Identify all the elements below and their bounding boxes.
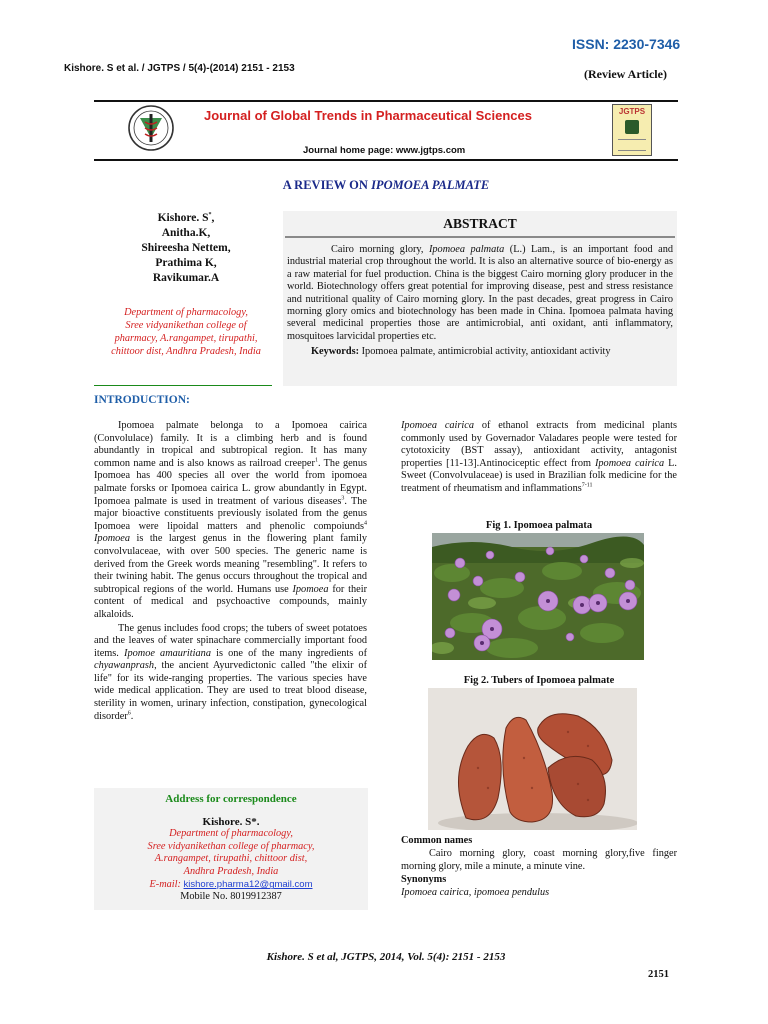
cover-title: JGTPS [618,107,646,116]
author: Prathima K, [155,257,217,269]
correspondence-name: Kishore. S*. [202,816,260,828]
address-line: Sree vidyanikethan college of pharmacy, [147,840,315,852]
common-name-primary: Cairo morning glory [429,848,524,859]
journal-logo-right [612,104,652,156]
page-number: 2151 [648,969,669,980]
article-type: (Review Article) [584,67,667,81]
correspondence-box [94,788,368,910]
right-ref: 7-11 [581,482,593,489]
address-line: Department of pharmacology, [169,828,293,839]
correspondence-address [94,828,368,878]
author-mark: * [208,212,212,219]
abstract-text-b: (L.) Lam., is an important food and industrial material crop throughout the world. It is also an alternative source of bio-energy as a raw material for fuel production. China is the biggest Cairo morning glory producer in the world. Biotechnology offers great potential for improving disease, pest and stress resistance and nutritional quality of Cairo morning glory. In the past decades, great progress in Cairo morning glory omics and biotechnology has been made in China. Ipomoea palmata having several medicinal properties those are antimicrobial, anti oxidant, anti inflammatory, mosquitoes larvicidal properties etc. [287,244,674,342]
right-text: L. Sweet (Convolvulaceae) is used in Brazilian folk medicine for the treatment of rheumatism and inflammations [401,457,677,494]
abstract-text [283,238,677,343]
footer-citation: Kishore. S et al, JGTPS, 2014, Vol. 5(4): 2151 - 2153 [266,951,506,963]
email-label: E-mail: [149,879,184,891]
intro-ref: 1 [314,457,318,464]
author-first-name: Kishore. S [157,212,209,224]
intro-text: . The major bioactive constituents previously isolated from the genus Ipomoea were lipoidal matters and phenolic compoiunds [94,495,367,532]
affiliation-line: Department of pharmacology, [124,307,248,318]
figure-2-caption: Fig 2. Tubers of Ipomoea palmate [463,675,615,686]
keywords-text: Ipomoea palmate, antimicrobial activity, antioxidant activity [359,346,611,358]
keywords-line [283,343,677,358]
intro-italic: chyawanprash [94,660,155,672]
intro-text: Ipomoea palmate belonga to a Ipomoea cairica (Convolulace) family. It is a climbing herb and is found abundantly in tropical and subtropical region. It has many common name and is also knows as railroad creeper [94,420,367,469]
intro-text: for their content of medical and psychoactive compounds, mainly alkaloids. [94,583,367,620]
intro-text: is the largest genus in the flowering plant family convolvulaceae, with over 500 species. The generic name is derived from the Greek words meaning "resembling". It refers to their twining habit. The genus occurs throughout the tropical and subtropical regions of the world. Humans use [94,533,367,595]
author: Shireesha Nettem, [141,242,231,254]
correspondence-mobile: Mobile No. 8019912387 [180,891,282,903]
article-title [94,178,678,193]
affiliation [94,306,278,358]
intro-text: . The genus Ipomoea has 400 species all over the world from ipomoea palmate forsks or Ipomoea cairica L. grow abundantly in Egypt. Ipomoea palmate is used in treatment of various diseases [94,457,367,507]
author: Anitha.K, [161,227,211,239]
journal-logo-left [120,104,182,152]
correspondence-email [94,878,368,891]
right-paragraph-1 [401,420,677,496]
cover-lines [618,139,646,151]
intro-text: . [130,710,134,722]
issn-label: ISSN: 2230-7346 [572,36,681,52]
keywords-label: Keywords: [311,346,360,358]
author: Ravikumar.A [152,272,220,284]
journal-name: Journal of Global Trends in Pharmaceutical Sciences [204,108,532,123]
cover-emblem-icon [625,120,639,134]
abstract-species: Ipomoea palmata [428,244,505,255]
intro-ref: 4 [364,520,367,527]
figure-1-image [432,533,644,660]
common-names-text [401,847,677,873]
figure-1-caption: Fig 1. Ipomoea palmata [485,520,593,531]
intro-italic: Ipomoea [292,583,329,595]
figure-2-image [428,688,637,830]
affiliation-line: chittoor dist, Andhra Pradesh, India [111,346,261,357]
intro-italic: Ipomoe amauritiana [124,647,211,659]
introduction-body [94,420,367,723]
correspondence-heading: Address for correspondence [165,793,297,805]
affiliation-line: pharmacy, A.rangampet, tirupathi, [114,333,258,344]
intro-italic: Ipomoea [94,533,131,545]
intro-paragraph-2 [94,623,367,724]
header-rule-top [94,100,678,102]
author-first [94,211,278,226]
common-names-rest: , coast morning glory,five finger morning glory, mile a minute, a minute vine. [401,848,678,872]
title-species: IPOMOEA PALMATE [371,178,490,192]
header-rule-bottom [94,159,678,161]
emblem-icon [120,104,182,152]
intro-text: The genus includes food crops; the tubers of sweet potatoes and the leaves of water spinachare commercially important food items. [94,622,367,659]
affiliation-line: Sree vidyanikethan college of [125,320,247,331]
right-italic: Ipomoea cairica [401,420,475,431]
citation-header: Kishore. S et al. / JGTPS / 5(4)-(2014) 2151 - 2153 [64,63,295,74]
title-prefix: A REVIEW ON [282,178,372,192]
author-first-suffix: , [211,212,215,224]
sweet-potato-tubers-photo [428,688,637,830]
common-names-section [401,834,677,899]
intro-ref: 3 [341,495,345,502]
introduction-heading: INTRODUCTION: [94,394,190,406]
address-line: Andhra Pradesh, India [183,865,279,877]
intro-text: is one of the many ingredients of [210,647,367,659]
intro-text: , the ancient Ayurvedictonic called "the elixir of life" for its wide-ranging properties. The various species have wide medical application. They are used to treat blood disease, sterility in women, urinary infection, constipation, gynecological disorder [94,660,367,722]
synonyms-text: Ipomoea cairica, ipomoea pendulus [401,887,550,898]
author-rule [94,385,272,386]
right-text: of ethanol extracts from medicinal plants commonly used by Governador Valadares people were tested for cytotoxicity (BST assay), antioxidant activity, antagonist properties [11-13].Antinociceptic effect from [401,420,677,469]
abstract-box [283,211,677,386]
ipomoea-flowers-photo [432,533,644,660]
email-link[interactable]: kishore.pharma12@gmail.com [183,879,313,891]
abstract-text-a: Cairo morning glory, [331,244,429,255]
synonyms-heading: Synonyms [401,874,447,885]
right-italic: Ipomoea cairica [594,457,665,469]
intro-paragraph-1 [94,420,367,622]
abstract-heading: ABSTRACT [285,216,675,238]
author-list [94,211,278,286]
address-line: A.rangampet, tirupathi, chittoor dist, [154,853,308,865]
intro-ref: 6 [127,710,131,717]
right-column-text [401,420,677,496]
journal-home-page: Journal home page: www.jgtps.com [303,145,466,156]
common-names-heading: Common names [401,835,473,846]
